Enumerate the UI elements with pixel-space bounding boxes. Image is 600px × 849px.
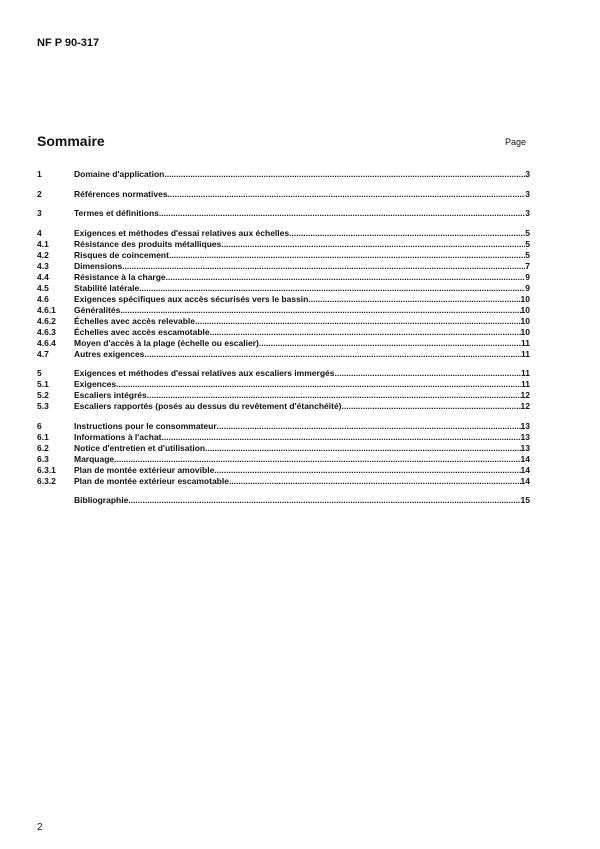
toc-entry[interactable] — [37, 316, 530, 327]
toc-entry-number: 6.3.1 — [37, 464, 56, 475]
dot-leader — [308, 294, 520, 305]
toc-entry-number: 4.6.2 — [37, 315, 56, 326]
toc-entry-number: 6 — [37, 420, 42, 431]
toc-entry-title: Exigences spécifiques aux accès sécurisés vers le bassin — [74, 293, 309, 304]
dot-leader — [205, 443, 520, 454]
toc-entry-line — [74, 305, 530, 316]
toc-entry[interactable] — [37, 305, 530, 316]
toc-entry-title: Dimensions — [74, 260, 123, 271]
toc-entry-line — [74, 421, 530, 432]
toc-entry-number: 4.6 — [37, 293, 49, 304]
toc-entry-title: Moyen d'accès à la plage (échelle ou escalier) — [74, 337, 259, 348]
toc-entry-title: Généralités — [74, 304, 121, 315]
dot-leader — [116, 379, 521, 390]
toc-entry-line — [74, 169, 530, 180]
toc-entry-number: 5.1 — [37, 379, 49, 389]
toc-entry-page: 13 — [520, 442, 530, 453]
toc-entry-line — [74, 338, 530, 349]
toc-entry-number: 4.6.3 — [37, 326, 56, 337]
toc-entry-page: 5 — [525, 227, 530, 238]
dot-leader — [139, 283, 525, 294]
toc-entry-title: Échelles avec accès relevable — [74, 315, 195, 326]
toc-entry-page: 3 — [525, 169, 530, 179]
toc-entry-number: 4.5 — [37, 282, 49, 293]
toc-entry-page: 3 — [525, 208, 530, 218]
toc-entry-page: 10 — [520, 293, 530, 304]
toc-entry-title: Domaine d'application — [74, 169, 165, 179]
toc-entry-number: 6.2 — [37, 442, 49, 453]
toc-entry-page: 12 — [520, 390, 530, 400]
toc-entry-page: 9 — [525, 282, 530, 293]
dot-leader — [166, 272, 526, 283]
dot-leader — [147, 390, 521, 401]
dot-leader — [144, 349, 521, 360]
toc-entry-line — [74, 454, 530, 465]
dot-leader — [229, 476, 521, 487]
toc-entry-page: 12 — [520, 401, 530, 411]
dot-leader — [259, 338, 521, 349]
toc-entry[interactable] — [37, 495, 530, 506]
toc-entry-page: 14 — [520, 464, 530, 475]
toc-entry-line — [74, 189, 530, 200]
toc-entry-number: 3 — [37, 208, 42, 218]
toc-entry-number: 6.1 — [37, 431, 49, 442]
dot-leader — [334, 368, 521, 379]
toc-entry-page: 5 — [525, 238, 530, 249]
toc-entry-number: 6.3.2 — [37, 475, 56, 486]
toc-entry-line — [74, 272, 530, 283]
toc-entry-title: Notice d'entretien et d'utilisation — [74, 442, 206, 453]
toc-entry-title: Plan de montée extérieur amovible — [74, 464, 215, 475]
toc-entry-line — [74, 443, 530, 454]
dot-leader — [342, 401, 521, 412]
toc-entry-number: 2 — [37, 188, 42, 199]
toc-entry-page: 11 — [521, 348, 530, 359]
toc-entry-title: Autres exigences — [74, 348, 145, 359]
toc-entry-number: 4.7 — [37, 348, 49, 359]
toc-entry-title: Exigences et méthodes d'essai relatives aux escaliers immergés — [74, 368, 335, 378]
toc-entry[interactable] — [37, 368, 530, 379]
toc-entry-page: 13 — [520, 431, 530, 442]
toc-entry-number: 4.1 — [37, 238, 49, 249]
toc-entry-title: Exigences — [74, 379, 117, 389]
dot-leader — [128, 495, 520, 506]
dot-leader — [159, 208, 525, 219]
toc-entry[interactable] — [37, 390, 530, 401]
toc-entry-line — [74, 208, 530, 219]
toc-entry-line — [74, 250, 530, 261]
dot-leader — [168, 189, 526, 200]
toc-entry-page: 11 — [521, 368, 530, 378]
dot-leader — [120, 305, 520, 316]
toc-entry[interactable] — [37, 443, 530, 454]
toc-entry-line — [74, 401, 530, 412]
toc-entry-line — [74, 316, 530, 327]
toc-entry-line — [74, 261, 530, 272]
toc-entry-page: 10 — [520, 304, 530, 315]
table-of-contents — [37, 169, 530, 506]
toc-entry-number: 5 — [37, 368, 42, 378]
toc-entry-line — [74, 465, 530, 476]
toc-entry-line — [74, 379, 530, 390]
toc-entry-number: 4.6.4 — [37, 337, 56, 348]
toc-entry-page: 14 — [520, 453, 530, 464]
toc-entry[interactable] — [37, 272, 530, 283]
document-code: NF P 90-317 — [37, 37, 100, 49]
toc-entry[interactable] — [37, 401, 530, 412]
toc-entry-page: 13 — [520, 420, 530, 431]
toc-entry-line — [74, 390, 530, 401]
toc-entry-line — [74, 495, 530, 506]
dot-leader — [289, 228, 525, 239]
toc-entry-page: 15 — [520, 495, 530, 505]
toc-entry-number: 4.4 — [37, 271, 49, 282]
toc-entry-number: 6.3 — [37, 453, 49, 464]
dot-leader — [164, 169, 525, 180]
toc-entry-page: 7 — [525, 260, 530, 271]
toc-entry[interactable] — [37, 349, 530, 360]
toc-entry-line — [74, 368, 530, 379]
toc-entry-number: 4 — [37, 227, 42, 238]
toc-entry[interactable] — [37, 476, 530, 487]
toc-entry[interactable] — [37, 327, 530, 338]
dot-leader — [122, 261, 525, 272]
toc-entry[interactable] — [37, 338, 530, 349]
toc-entry[interactable] — [37, 379, 530, 390]
toc-entry-number: 1 — [37, 169, 42, 179]
toc-entry-title: Risques de coincement — [74, 249, 169, 260]
toc-entry-line — [74, 294, 530, 305]
toc-entry-page: 9 — [525, 271, 530, 282]
toc-entry-page: 10 — [520, 326, 530, 337]
toc-entry-number: 5.2 — [37, 390, 49, 400]
toc-entry[interactable] — [37, 228, 530, 239]
toc-entry[interactable] — [37, 250, 530, 261]
toc-entry-page: 10 — [520, 315, 530, 326]
toc-entry[interactable] — [37, 261, 530, 272]
toc-entry-line — [74, 432, 530, 443]
dot-leader — [210, 327, 521, 338]
toc-entry-title: Escaliers rapportés (posés au dessus du revêtement d'étanchéité) — [74, 401, 342, 411]
toc-entry-title: Escaliers intégrés — [74, 390, 147, 400]
toc-entry-line — [74, 239, 530, 250]
toc-entry-title: Références normatives — [74, 188, 168, 199]
toc-entry-title: Échelles avec accès escamotable — [74, 326, 210, 337]
toc-entry-title: Résistance à la charge — [74, 271, 166, 282]
toc-entry[interactable] — [37, 454, 530, 465]
toc-entry-line — [74, 327, 530, 338]
toc-entry-page: 11 — [521, 337, 530, 348]
toc-entry-page: 3 — [525, 188, 530, 199]
toc-title: Sommaire — [37, 133, 105, 149]
toc-entry[interactable] — [37, 283, 530, 294]
toc-entry-line — [74, 283, 530, 294]
toc-entry-line — [74, 349, 530, 360]
toc-entry-title: Plan de montée extérieur escamotable — [74, 475, 229, 486]
toc-entry-number: 4.2 — [37, 249, 49, 260]
toc-entry-title: Instructions pour le consommateur — [74, 420, 217, 431]
toc-entry-number: 4.3 — [37, 260, 49, 271]
dot-leader — [114, 454, 520, 465]
toc-entry-title: Exigences et méthodes d'essai relatives aux échelles — [74, 227, 290, 238]
toc-entry-page: 14 — [520, 475, 530, 486]
toc-entry-title: Résistance des produits métalliques — [74, 238, 222, 249]
dot-leader — [214, 465, 520, 476]
dot-leader — [217, 421, 521, 432]
toc-entry[interactable] — [37, 421, 530, 432]
toc-entry-page: 11 — [521, 379, 530, 389]
toc-entry-page: 5 — [525, 249, 530, 260]
dot-leader — [195, 316, 521, 327]
page-number: 2 — [37, 822, 43, 833]
toc-entry[interactable] — [37, 169, 530, 180]
toc-entry-line — [74, 228, 530, 239]
toc-entry[interactable] — [37, 239, 530, 250]
toc-entry-title: Informations à l'achat — [74, 431, 162, 442]
toc-entry[interactable] — [37, 465, 530, 476]
dot-leader — [169, 250, 525, 261]
toc-entry-line — [74, 476, 530, 487]
toc-entry[interactable] — [37, 432, 530, 443]
dot-leader — [162, 432, 521, 443]
dot-leader — [221, 239, 525, 250]
toc-entry[interactable] — [37, 294, 530, 305]
page-column-label: Page — [505, 137, 527, 147]
toc-entry-title: Bibliographie — [74, 495, 129, 505]
toc-entry-title: Termes et définitions — [74, 208, 159, 218]
toc-entry-number: 5.3 — [37, 401, 49, 411]
toc-entry[interactable] — [37, 189, 530, 200]
toc-entry-title: Marquage — [74, 453, 115, 464]
toc-entry-title: Stabilité latérale — [74, 282, 140, 293]
toc-entry-number: 4.6.1 — [37, 304, 56, 315]
toc-entry[interactable] — [37, 208, 530, 219]
